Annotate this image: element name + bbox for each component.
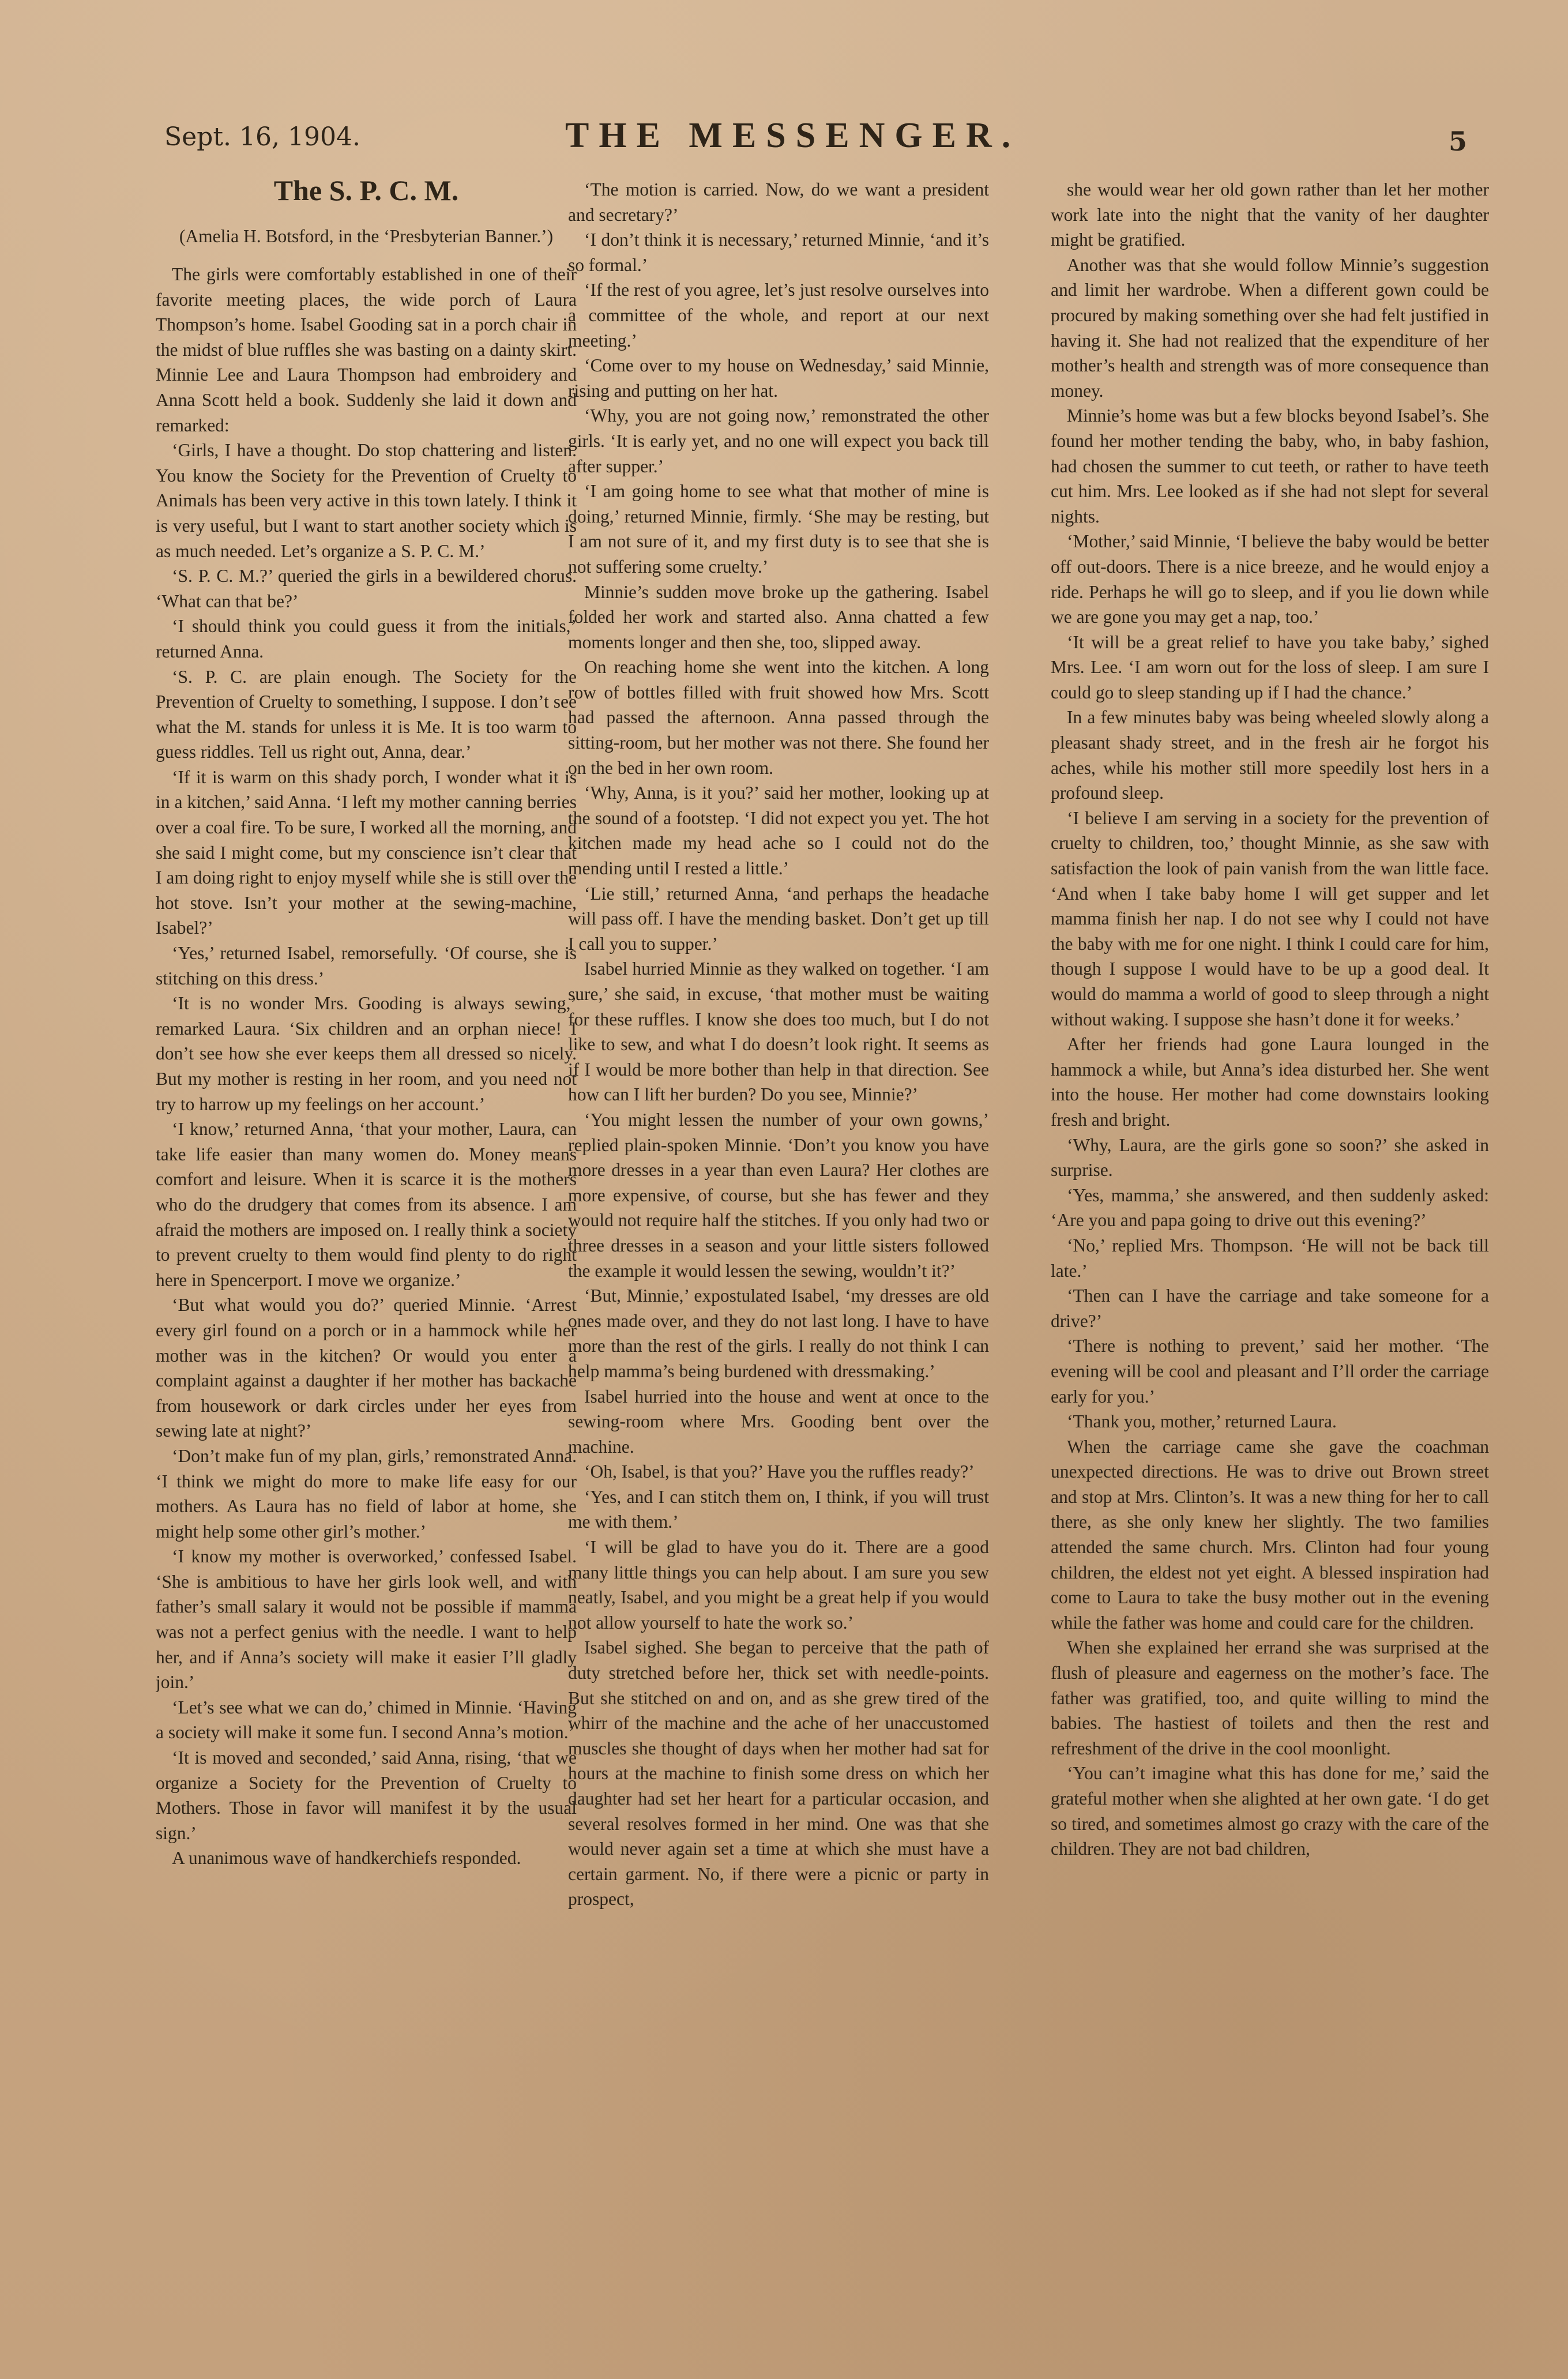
paragraph: ‘I am going home to see what that mother of mine is doing,’ returned Minnie, firmly. ‘She may be resting, but I am not sure of it, and my first duty is to see that she is not suffering some cruelty.’ xyxy=(568,481,989,577)
paragraph: ‘If the rest of you agree, let’s just resolve ourselves into a committee of the whole, and report at our next meeting.’ xyxy=(568,280,989,351)
paragraph: ‘Yes, and I can stitch them on, I think, if you will trust me with them.’ xyxy=(568,1486,989,1532)
paragraph: ‘But, Minnie,’ expostulated Isabel, ‘my dresses are old ones made over, and they do not last long. I have to have more than the rest of the girls. I really do not think I can help mamma’s being burdened with dressmaking.’ xyxy=(568,1286,989,1381)
paragraph: ‘Don’t make fun of my plan, girls,’ remonstrated Anna. ‘I think we might do more to make life easy for our mothers. As Laura has no field of labor at home, she might help some other girl’s mother.’ xyxy=(156,1445,577,1542)
paragraph: ‘You might lessen the number of your own gowns,’ replied plain-spoken Minnie. ‘Don’t you know you have more dresses in a year than even Laura? Her clothes are more expensive, of course, but she has fewer and they would not require half the stitches. If you only had two or three dresses in a season and your little sisters followed the example it would lessen the sewing, wouldn’t it?’ xyxy=(568,1109,989,1281)
paragraph: ‘S. P. C. M.?’ queried the girls in a bewildered chorus. ‘What can that be?’ xyxy=(156,566,577,611)
paragraph: ‘If it is warm on this shady porch, I wonder what it is in a kitchen,’ said Anna. ‘I left my mother canning berries over a coal fire. To be sure, I worked all the morning, and she said I might come, but my conscience isn’t clear that I am doing right to enjoy myself while she is still over the hot stove. Isn’t your mother at the sewing-machine, Isabel?’ xyxy=(156,766,577,938)
paragraph: On reaching home she went into the kitchen. A long row of bottles filled with fruit showed how Mrs. Scott had passed the afternoon. Anna passed through the sitting-room, but her mother was not there. She found her on the bed in her own room. xyxy=(568,657,989,778)
paragraph: ‘Girls, I have a thought. Do stop chattering and listen. You know the Society for the Prevention of Cruelty to Animals has been very active in this town lately. I think it is very useful, but I want to start another society which is as much needed. Let’s organize a S. P. C. M.’ xyxy=(156,440,577,561)
column-3-body xyxy=(1051,177,1489,1862)
issue-date: Sept. 16, 1904. xyxy=(164,122,360,152)
paragraph: ‘Oh, Isabel, is that you?’ Have you the ruffles ready?’ xyxy=(584,1461,975,1482)
column-3 xyxy=(1051,177,1489,2311)
paragraph: ‘I don’t think it is necessary,’ returned Minnie, ‘and it’s so formal.’ xyxy=(568,230,989,275)
paragraph: ‘Why, Laura, are the girls gone so soon?’ she asked in surprise. xyxy=(1051,1134,1489,1181)
paragraph: Isabel hurried into the house and went at once to the sewing-room where Mrs. Gooding bent over the machine. xyxy=(568,1386,989,1457)
paragraph: ‘Then can I have the carriage and take someone for a drive?’ xyxy=(1051,1286,1489,1331)
paragraph: ‘There is nothing to prevent,’ said her mother. ‘The evening will be cool and pleasant and I’ll order the carriage early for you.’ xyxy=(1051,1336,1489,1407)
newspaper-masthead: THE MESSENGER. xyxy=(565,116,1021,155)
paragraph: ‘It is no wonder Mrs. Gooding is always sewing,’ remarked Laura. ‘Six children and an orphan niece! I don’t see how she ever keeps them all dressed so nicely. But my mother is resting in her room, and you need not try to harrow up my feelings on her account.’ xyxy=(156,993,577,1114)
paragraph: ‘Mother,’ said Minnie, ‘I believe the baby would be better off out-doors. There is a nice breeze, and he would enjoy a ride. Perhaps he will go to sleep, and if you lie down while we are gone you may get a nap, too.’ xyxy=(1051,531,1489,627)
paragraph: After her friends had gone Laura lounged in the hammock a while, but Anna’s idea disturbed her. She went into the house. Her mother had come downstairs looking fresh and bright. xyxy=(1051,1034,1489,1130)
paragraph: ‘Why, you are not going now,’ remonstrated the other girls. ‘It is early yet, and no one will expect you back till after supper.’ xyxy=(568,405,989,476)
paragraph: ‘Come over to my house on Wednesday,’ said Minnie, rising and putting on her hat. xyxy=(568,355,989,401)
column-2 xyxy=(568,177,989,2311)
paragraph: Minnie’s sudden move broke up the gathering. Isabel folded her work and started also. Anna chatted a few moments longer and then she, too, slipped away. xyxy=(568,581,989,652)
paragraph: ‘Why, Anna, is it you?’ said her mother, looking up at the sound of a footstep. ‘I did not expect you yet. The hot kitchen made my head ache so I could not do the mending until I rested a little.’ xyxy=(568,783,989,879)
column-1-body xyxy=(156,262,577,1871)
paragraph: When the carriage came she gave the coachman unexpected directions. He was to drive out Brown street and stop at Mrs. Clinton’s. It was a new thing for her to call there, as she only knew her slightly. The two families attended the same church. Mrs. Clinton had four young children, the eldest not yet eight. A blessed inspiration had come to Laura to take the busy mother out in the evening while the father was home and could care for the children. xyxy=(1051,1436,1489,1633)
paragraph: ‘Lie still,’ returned Anna, ‘and perhaps the headache will pass off. I have the mending basket. Don’t get up till I call you to supper.’ xyxy=(568,883,989,954)
paragraph: she would wear her old gown rather than let her mother work late into the night that the vanity of her daughter might be gratified. xyxy=(1051,179,1489,250)
article-byline: (Amelia H. Botsford, in the ‘Presbyterian Banner.’) xyxy=(179,226,554,246)
paragraph: ‘But what would you do?’ queried Minnie. ‘Arrest every girl found on a porch or in a hammock while her mother was in the kitchen? Or would you enter a complaint against a daughter if her mother has backache from housework or dark circles under her eyes from sewing late at night?’ xyxy=(156,1295,577,1441)
paragraph: ‘I will be glad to have you do it. There are a good many little things you can help about. I am sure you sew neatly, Isabel, and you might be a great help if you would not allow yourself to hate the work so.’ xyxy=(568,1537,989,1633)
paragraph: In a few minutes baby was being wheeled slowly along a pleasant shady street, and in the fresh air he forgot his aches, while his mother still more speedily lost hers in a profound sleep. xyxy=(1051,707,1489,803)
page-number: 5 xyxy=(1449,126,1468,157)
paragraph: ‘I believe I am serving in a society for the prevention of cruelty to children, too,’ thought Minnie, as she saw with satisfaction the look of pain vanish from the wan little face. ‘And when I take baby home I will get supper and let mamma finish her nap. I do not see why I could not have the baby with me for one night. I think I could care for him, though I suppose I would have to be up a good deal. It would do mamma a world of good to sleep through a night without waking. I suppose she hasn’t done it for weeks.’ xyxy=(1051,807,1489,1029)
paragraph: ‘Thank you, mother,’ returned Laura. xyxy=(1067,1411,1337,1432)
paragraph: ‘It will be a great relief to have you take baby,’ sighed Mrs. Lee. ‘I am worn out for the loss of sleep. I am sure I could go to sleep standing up if I had the chance.’ xyxy=(1051,632,1489,702)
paragraph: ‘No,’ replied Mrs. Thompson. ‘He will not be back till late.’ xyxy=(1051,1235,1489,1281)
article-title: The S. P. C. M. xyxy=(273,174,459,206)
paragraph: Another was that she would follow Minnie’s suggestion and limit her wardrobe. When a different gown could be procured by making something over she had felt justified in having it. She had not realized that the expenditure of her mother’s health and strength was of more consequence than money. xyxy=(1051,254,1489,401)
paragraph: ‘I know my mother is overworked,’ confessed Isabel. ‘She is ambitious to have her girls look well, and with father’s small salary it would not be possible if mamma was not a perfect genius with the needle. I want to help her, and if Anna’s society will make it easier I’ll gladly join.’ xyxy=(156,1546,577,1693)
page-header xyxy=(0,0,1568,173)
paragraph: ‘S. P. C. are plain enough. The Society for the Prevention of Cruelty to something, I suppose. I don’t see what the M. stands for unless it is Me. It is too warm to guess riddles. Tell us right out, Anna, dear.’ xyxy=(156,666,577,762)
paragraph: Minnie’s home was but a few blocks beyond Isabel’s. She found her mother tending the baby, who, in baby fashion, had chosen the summer to cut teeth, or rather to have teeth cut him. Mrs. Lee looked as if she had not slept for several nights. xyxy=(1051,405,1489,527)
paragraph: Isabel hurried Minnie as they walked on together. ‘I am sure,’ she said, in excuse, ‘that mother must be waiting for these ruffles. I know she does too much, but I do not like to sew, and what I do doesn’t look right. It seems as if I would be more bother than help in that direction. See how can I lift her burden? Do you see, Minnie?’ xyxy=(568,959,989,1105)
paragraph: ‘You can’t imagine what this has done for me,’ said the grateful mother when she alighted at her own gate. ‘I do get so tired, and sometimes almost go crazy with the care of the children. They are not bad children, xyxy=(1051,1763,1489,1859)
paragraph: ‘I should think you could guess it from the initials,’ returned Anna. xyxy=(156,616,577,662)
paragraph: When she explained her errand she was surprised at the flush of pleasure and eagerness on the mother’s face. The father was gratified, too, and quite willing to mind the babies. The hastiest of toilets and then the rest and refreshment of the drive in the cool moonlight. xyxy=(1051,1637,1489,1758)
paragraph: ‘The motion is carried. Now, do we want a president and secretary?’ xyxy=(568,179,989,225)
paragraph: ‘Let’s see what we can do,’ chimed in Minnie. ‘Having a society will make it some fun. I second Anna’s motion.’ xyxy=(156,1697,577,1743)
column-1 xyxy=(156,173,577,2307)
paragraph: A unanimous wave of handkerchiefs responded. xyxy=(172,1848,521,1869)
paragraph: ‘Yes, mamma,’ she answered, and then suddenly asked: ‘Are you and papa going to drive out this evening?’ xyxy=(1051,1185,1489,1231)
paragraph: Isabel sighed. She began to perceive that the path of duty stretched before her, thick set with needle-points. But she stitched on and on, and as she grew tired of the whirr of the machine and the ache of her unaccustomed muscles she thought of days when her mother had sat for hours at the machine to finish some dress on which her daughter had set her heart for a particular occasion, and several resolves formed in her mind. One was that she would never again set a time at which she must have a certain garment. No, if there were a picnic or party in prospect, xyxy=(568,1637,989,1910)
paragraph: ‘I know,’ returned Anna, ‘that your mother, Laura, can take life easier than many women do. Money means comfort and leisure. When it is scarce it is the mothers who do the drudgery that comes from its absence. I am afraid the mothers are imposed on. I really think a society to prevent cruelty to them would find plenty to do right here in Spencerport. I move we organize.’ xyxy=(156,1119,577,1290)
column-2-body xyxy=(568,177,989,1912)
paragraph: ‘Yes,’ returned Isabel, remorsefully. ‘Of course, she is stitching on this dress.’ xyxy=(156,943,577,989)
paragraph: The girls were comfortably established in one of their favorite meeting places, the wide porch of Laura Thompson’s home. Isabel Gooding sat in a porch chair in the midst of blue ruffles she was basting on a dainty skirt. Minnie Lee and Laura Thompson had embroidery and Anna Scott held a book. Suddenly she laid it down and remarked: xyxy=(156,264,577,435)
paragraph: ‘It is moved and seconded,’ said Anna, rising, ‘that we organize a Society for the Prevention of Cruelty to Mothers. Those in favor will manifest it by the usual sign.’ xyxy=(156,1747,577,1843)
